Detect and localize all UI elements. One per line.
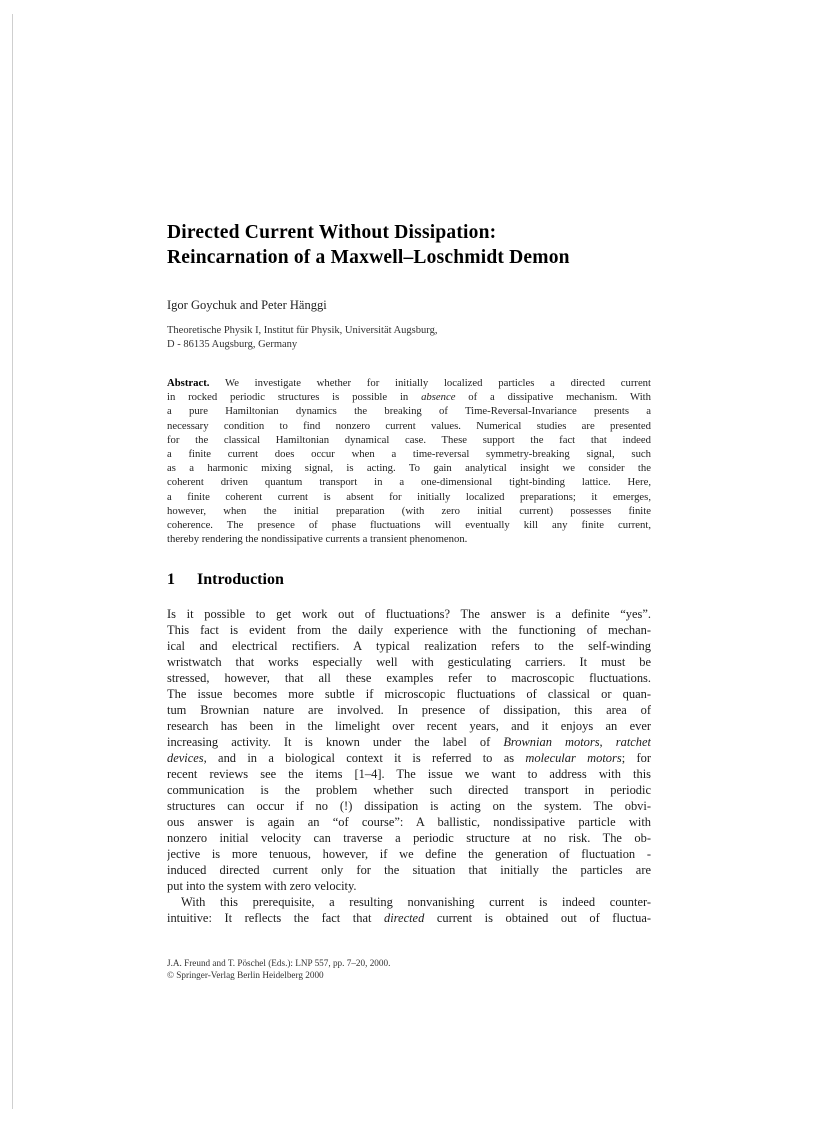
abstract-emphasis-absence: absence bbox=[421, 391, 456, 404]
affiliation-line-2: D - 86135 Augsburg, Germany bbox=[167, 339, 298, 350]
abstract bbox=[167, 376, 651, 546]
paper-title bbox=[167, 220, 651, 270]
abstract-line-text: of a dissipative mechanism. With bbox=[455, 391, 651, 404]
body-line: recent reviews see the items [1–4]. The issue we want to address with this bbox=[167, 766, 651, 781]
body-line-text: intuitive: It reflects the fact that bbox=[167, 910, 384, 925]
body-line: wristwatch that works especially well with gesticulating carriers. It must be bbox=[167, 655, 651, 670]
body-line: research has been in the limelight over recent years, and it enjoys an ever bbox=[167, 719, 651, 734]
body-line bbox=[167, 735, 651, 751]
abstract-line: coherent driven quantum transport in a one-dimensional tight-binding lattice. Here, bbox=[167, 476, 651, 489]
abstract-line: as a harmonic mixing signal, is acting. To gain analytical insight we consider the bbox=[167, 462, 651, 475]
body-line: structures can occur if no (!) dissipation is acting on the system. The obvi- bbox=[167, 798, 651, 813]
body-line-text: ; for bbox=[621, 751, 651, 766]
affiliation-line-1: Theoretische Physik I, Institut für Physik, Universität Augsburg, bbox=[167, 325, 438, 336]
paper-title-line-1: Directed Current Without Dissipation: bbox=[167, 222, 497, 243]
footer-citation: J.A. Freund and T. Pöschel (Eds.): LNP 557, pp. 7–20, 2000. bbox=[167, 958, 391, 968]
introduction-body bbox=[167, 607, 651, 926]
paper-title-line-2: Reincarnation of a Maxwell–Loschmidt Demon bbox=[167, 247, 570, 268]
body-line: ous answer is again an “of course”: A ballistic, nondissipative particle with bbox=[167, 814, 651, 829]
body-line: ical and electrical rectifiers. A typical realization refers to the self-winding bbox=[167, 639, 651, 654]
abstract-line: a finite coherent current is absent for initially localized preparations; it emerges, bbox=[167, 490, 651, 503]
publication-footer bbox=[167, 957, 651, 981]
abstract-line-text: We investigate whether for initially localized particles a directed current bbox=[209, 377, 651, 389]
paper-page bbox=[167, 220, 651, 927]
section-title: Introduction bbox=[197, 571, 284, 589]
body-line: With this prerequisite, a resulting nonvanishing current is indeed counter- bbox=[181, 894, 651, 909]
abstract-line bbox=[167, 390, 651, 404]
abstract-line: for the classical Hamiltonian dynamical case. These support the fact that indeed bbox=[167, 433, 651, 446]
body-line bbox=[167, 911, 651, 927]
author-list: Igor Goychuk and Peter Hänggi bbox=[167, 298, 327, 312]
body-line: The issue becomes more subtle if microscopic fluctuations of classical or quan- bbox=[167, 687, 651, 702]
abstract-line: a finite current does occur when a time-reversal symmetry-breaking signal, such bbox=[167, 448, 651, 461]
emphasis-directed: directed bbox=[384, 910, 425, 925]
abstract-line: thereby rendering the nondissipative currents a transient phenomenon. bbox=[167, 533, 468, 546]
footer-copyright: © Springer-Verlag Berlin Heidelberg 2000 bbox=[167, 970, 324, 980]
abstract-label: Abstract. bbox=[167, 377, 210, 389]
body-line: This fact is evident from the daily experience with the functioning of mechan- bbox=[167, 623, 651, 638]
abstract-line: a pure Hamiltonian dynamics the breaking of Time-Reversal-Invariance presents a bbox=[167, 405, 651, 418]
abstract-line: coherence. The presence of phase fluctuations will eventually kill any finite current, bbox=[167, 519, 651, 532]
body-line: stressed, however, that all these examples refer to macroscopic fluctuations. bbox=[167, 671, 651, 686]
body-line-text: increasing activity. It is known under the label of bbox=[167, 735, 504, 750]
emphasis-brownian-motors: Brownian motors, ratchet bbox=[503, 735, 651, 750]
abstract-line: necessary condition to find nonzero current values. Numerical studies are presented bbox=[167, 419, 651, 432]
affiliation bbox=[167, 324, 651, 352]
abstract-line-text: in rocked periodic structures is possible in bbox=[167, 391, 422, 404]
body-line: put into the system with zero velocity. bbox=[167, 878, 357, 893]
left-margin-rule bbox=[12, 14, 13, 1109]
body-line bbox=[167, 751, 651, 767]
body-line-text: current is obtained out of fluctua- bbox=[424, 910, 651, 925]
section-number: 1 bbox=[167, 571, 175, 589]
body-line: Is it possible to get work out of fluctuations? The answer is a definite “yes”. bbox=[167, 607, 651, 622]
body-line: nonzero initial velocity can traverse a periodic structure at no risk. The ob- bbox=[167, 830, 651, 845]
body-line-text: , and in a biological context it is referred to as bbox=[203, 751, 526, 766]
body-line: jective is more tenuous, however, if we define the generation of fluctuation - bbox=[167, 846, 651, 861]
emphasis-devices: devices bbox=[167, 751, 204, 766]
body-line: induced directed current only for the situation that initially the particles are bbox=[167, 862, 651, 877]
abstract-line bbox=[167, 376, 651, 390]
body-line: communication is the problem whether such directed transport in periodic bbox=[167, 782, 651, 797]
emphasis-molecular-motors: molecular motors bbox=[525, 751, 622, 766]
abstract-line: however, when the initial preparation (with zero initial current) possesses finite bbox=[167, 504, 651, 517]
section-heading-introduction bbox=[167, 570, 651, 590]
body-line: tum Brownian nature are involved. In presence of dissipation, this area of bbox=[167, 703, 651, 718]
